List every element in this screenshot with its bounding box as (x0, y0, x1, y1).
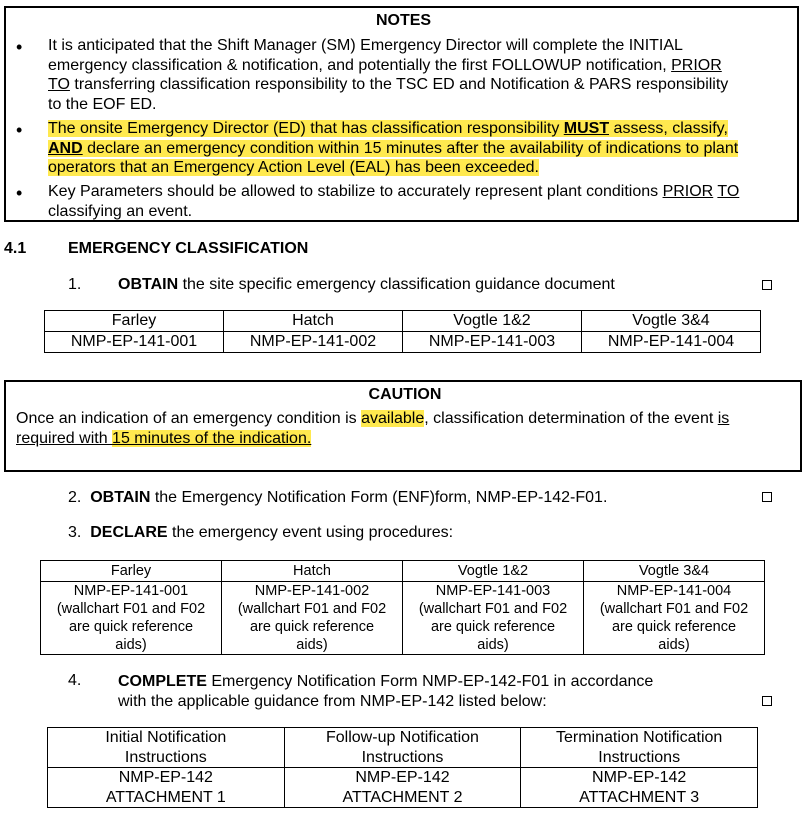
guidance-document-table (44, 310, 761, 353)
section-number: 4.1 (4, 240, 27, 257)
note-1: It is anticipated that the Shift Manager (SM) Emergency Director will complete the INITIAL emergency classification & notification, and potentially the first FOLLOWUP notification, PRIOR TO transferring classification responsibility to the TSC ED and Notification & PARS responsibility to the EOF ED. (48, 37, 729, 113)
caution-text: Once an indication of an emergency condition is available, classification determination of the event is required with 15 minutes of the indication. (16, 410, 730, 447)
step-1-number: 1. (68, 276, 82, 293)
table-header: Vogtle 1&2 (402, 311, 581, 332)
table-header: Hatch (222, 561, 403, 582)
table-cell: NMP-EP-141-002 (224, 332, 403, 353)
step-3-text: 3. DECLARE the emergency event using procedures: (68, 524, 454, 541)
table-cell: NMP-EP-142 ATTACHMENT 2 (284, 768, 521, 808)
procedures-table (40, 560, 765, 655)
table-cell: NMP-EP-141-003 (402, 332, 581, 353)
caution-title: CAUTION (368, 386, 442, 403)
notes-box (4, 6, 799, 222)
table-cell: NMP-EP-141-003 (wallchart F01 and F02 are quick reference aids) (403, 582, 584, 655)
step-2-text: 2. OBTAIN the Emergency Notification Form (ENF)form, NMP-EP-142-F01. (68, 489, 608, 506)
table-header: Vogtle 3&4 (584, 561, 765, 582)
bullet: • (16, 37, 23, 57)
table-cell: NMP-EP-141-001 (45, 332, 224, 353)
table-cell: NMP-EP-141-004 (581, 332, 760, 353)
table-header: Farley (45, 311, 224, 332)
note-2: The onsite Emergency Director (ED) that has classification responsibility MUST assess, classify, AND declare an emergency condition within 15 minutes after the availability of indications to plant operators that an Emergency Action Level (EAL) has been exceeded. (48, 120, 739, 177)
table-header: Vogtle 1&2 (403, 561, 584, 582)
table-header: Initial Notification Instructions (48, 728, 285, 768)
table-cell: NMP-EP-142 ATTACHMENT 3 (521, 768, 758, 808)
table-header: Vogtle 3&4 (581, 311, 760, 332)
caution-box (4, 380, 802, 472)
section-title: EMERGENCY CLASSIFICATION (68, 240, 309, 257)
bullet: • (16, 183, 23, 203)
step-4-checkbox[interactable] (762, 696, 772, 706)
table-header: Farley (41, 561, 222, 582)
step-4-number: 4. (68, 672, 82, 689)
step-2-checkbox[interactable] (762, 492, 772, 502)
step-1-text: OBTAIN the site specific emergency classification guidance document (118, 276, 615, 293)
table-cell: NMP-EP-141-002 (wallchart F01 and F02 are quick reference aids) (222, 582, 403, 655)
bullet: • (16, 120, 23, 140)
step-1-checkbox[interactable] (762, 280, 772, 290)
table-cell: NMP-EP-142 ATTACHMENT 1 (48, 768, 285, 808)
note-3: Key Parameters should be allowed to stabilize to accurately represent plant conditions PRIOR TO classifying an event. (48, 183, 740, 220)
table-cell: NMP-EP-141-001 (wallchart F01 and F02 are quick reference aids) (41, 582, 222, 655)
notification-instructions-table (47, 727, 758, 808)
notes-title: NOTES (375, 12, 432, 29)
table-header: Follow-up Notification Instructions (284, 728, 521, 768)
table-header: Termination Notification Instructions (521, 728, 758, 768)
step-4-text: COMPLETE Emergency Notification Form NMP-EP-142-F01 in accordance with the applicable guidance from NMP-EP-142 listed below: (118, 673, 654, 710)
table-cell: NMP-EP-141-004 (wallchart F01 and F02 are quick reference aids) (584, 582, 765, 655)
table-header: Hatch (224, 311, 403, 332)
